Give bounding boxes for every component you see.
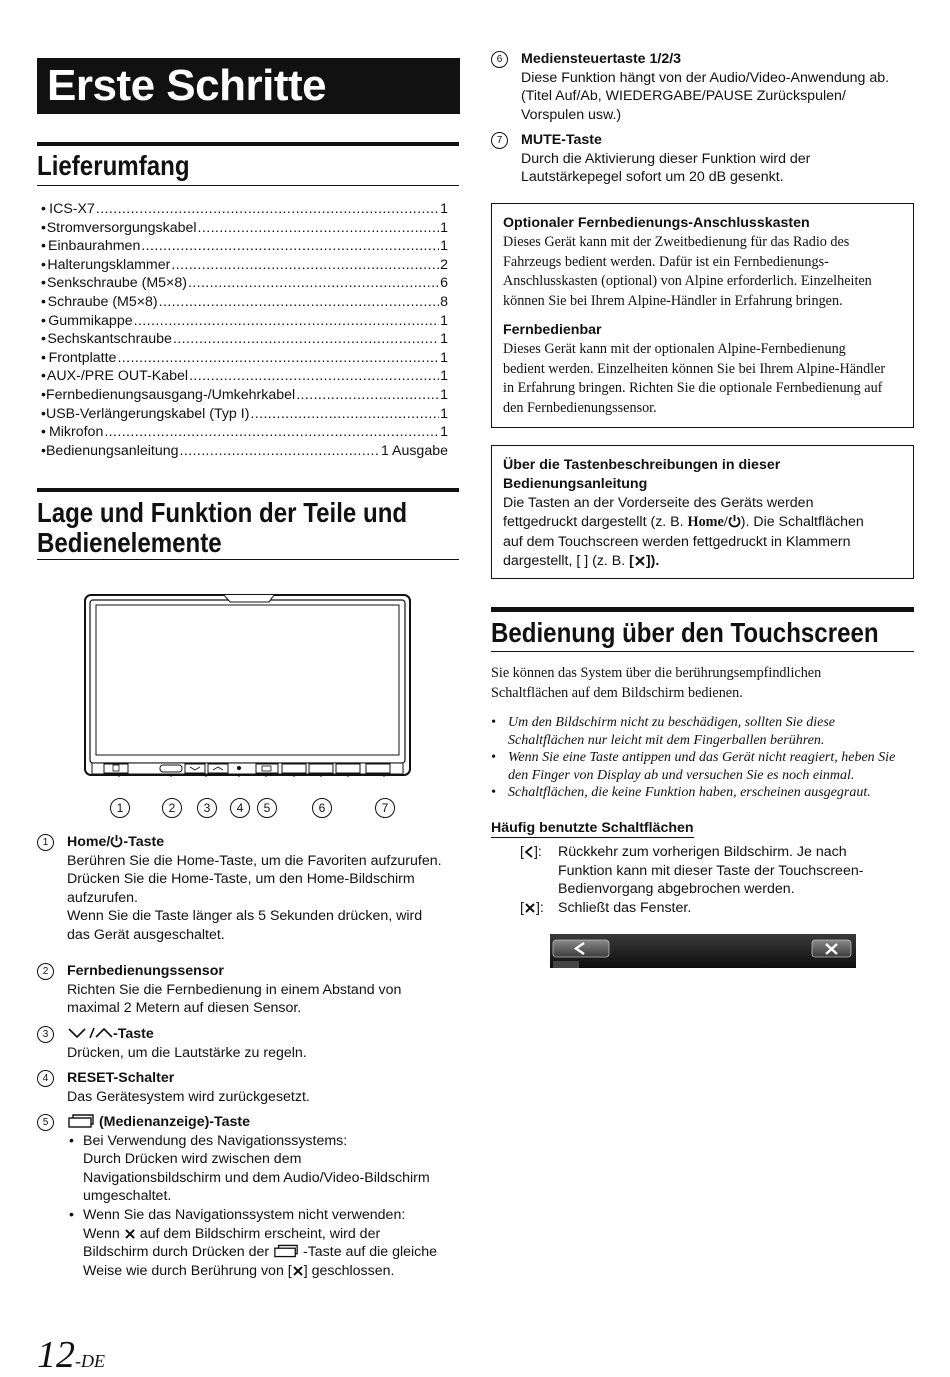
back-line: Bedienvorgang abgebrochen werden. — [558, 881, 795, 898]
item-body — [37, 852, 457, 945]
leader-dots — [296, 386, 439, 405]
back-chevron-icon — [524, 846, 534, 858]
leader-dots — [171, 256, 439, 275]
frequent-buttons-heading: Häufig benutzte Schaltflächen — [491, 820, 694, 836]
part-label: Bedienungsanleitung — [45, 442, 179, 459]
box-heading: Bedienungsanleitung — [503, 476, 648, 492]
part-label: Einbaurahmen — [48, 238, 141, 255]
part-quantity: 1 — [440, 312, 448, 329]
text-part: [ — [629, 552, 634, 569]
bullet: • — [41, 405, 46, 422]
body-line: Diese Funktion hängt von der Audio/Video-Anwendung ab. — [521, 69, 890, 86]
item-number: 3 — [37, 1026, 54, 1043]
parts-list — [40, 200, 448, 460]
screen-bar-illustration — [550, 934, 856, 968]
body-line: Das Gerätesystem wird zurückgesetzt. — [67, 1088, 310, 1105]
device-illustration — [84, 592, 411, 777]
text-part: ]). — [645, 552, 660, 569]
text-part: auf dem Bildschirm erscheint, wird der — [135, 1225, 381, 1242]
page-number-suffix: -DE — [75, 1351, 105, 1371]
item-number: 5 — [37, 1114, 54, 1131]
part-quantity: 1 — [440, 368, 448, 385]
callout-5: 5 — [257, 798, 277, 818]
heading-text: Bedienung über den Touchscreen — [491, 617, 879, 648]
media-display-icon — [273, 1244, 299, 1258]
bullet: • — [41, 275, 46, 292]
box-line: können Sie bei Ihrem Alpine-Händler in Erfahrung bringen. — [503, 292, 843, 309]
box-line: den Fernbedienungssensor. — [503, 399, 657, 416]
note-item: • Wenn Sie eine Taste antippen und das Gerät nicht reagiert, heben Sie den Finger von Display ab und versuchen Sie es noch einmal. — [491, 749, 914, 784]
heading-line-1: Lage und Funktion der Teile und — [37, 497, 408, 528]
part-label: ICS-X7 — [49, 201, 95, 217]
item-home — [37, 833, 457, 945]
touch-intro — [491, 664, 914, 703]
item-media-control — [491, 50, 914, 124]
part-quantity: 2 — [440, 256, 448, 273]
item-number: 7 — [491, 132, 508, 149]
parts-list-item — [40, 237, 448, 256]
parts-list-item — [40, 330, 448, 349]
part-quantity: 1 — [440, 238, 448, 255]
text-part: ] geschlossen. — [303, 1262, 395, 1279]
note-line: Um den Bildschirm nicht zu beschädigen, sollten Sie diese — [508, 715, 835, 730]
body-line: Drücken Sie die Home-Taste, um den Home-Bildschirm — [67, 871, 415, 888]
leader-dots — [104, 423, 439, 442]
text-part: -Taste auf die gleiche — [299, 1244, 438, 1261]
body-line: aufzurufen. — [67, 889, 138, 906]
part-label: Senkschraube (M5×8) — [46, 275, 187, 292]
item-number: 6 — [491, 51, 508, 68]
close-x-icon — [634, 555, 646, 567]
bullet: • — [41, 219, 46, 236]
part-label: Halterungsklammer — [47, 256, 171, 273]
part-quantity: 1 — [440, 331, 448, 348]
note-line: Schaltflächen nur leicht mit dem Fingerballen berühren. — [508, 732, 825, 748]
part-label: Mikrofon — [48, 424, 104, 441]
parts-list-item — [40, 423, 448, 442]
item-body — [37, 981, 457, 1018]
parts-list-item — [40, 367, 448, 386]
parts-list-item — [40, 256, 448, 275]
bullet: • — [41, 424, 46, 441]
callout-6: 6 — [312, 798, 332, 818]
box-paragraph — [503, 340, 902, 418]
box-line: in Erfahrung bringen. Richten Sie die optionale Fernbedienung auf — [503, 380, 883, 396]
part-quantity: 1 — [440, 386, 448, 403]
callout-3: 3 — [197, 798, 217, 818]
bullet: • — [41, 238, 46, 255]
text-part: Wenn — [83, 1225, 124, 1242]
back-button-explanation — [520, 843, 915, 899]
part-quantity: 8 — [440, 293, 448, 310]
body-line: Bei Verwendung des Navigationssystems: — [83, 1132, 348, 1149]
page-number — [37, 1333, 105, 1377]
item-body — [37, 1044, 457, 1063]
box-heading: Optionaler Fernbedienungs-Anschlusskasten — [503, 215, 810, 231]
close-x-icon — [292, 1265, 304, 1277]
body-line: Navigationsbildschirm und dem Audio/Video-Bildschirm — [83, 1169, 430, 1186]
item-body — [491, 69, 914, 125]
item-head: -Taste — [113, 1026, 154, 1042]
info-box-remote — [491, 203, 914, 428]
box-line: Die Tasten an der Vorderseite des Geräts werden — [503, 495, 814, 511]
bullet: • — [41, 312, 46, 329]
item-number: 4 — [37, 1070, 54, 1087]
callout-4: 4 — [230, 798, 250, 818]
part-label: USB-Verlängerungskabel (Typ I) — [45, 405, 250, 422]
box-line: Anschlusskasten (optional) von Alpine erforderlich. Einzelheiten — [503, 273, 872, 289]
body-line: umgeschaltet. — [83, 1188, 172, 1205]
part-label: Stromversorgungskabel — [46, 219, 197, 236]
leader-dots — [117, 349, 439, 368]
part-quantity: 1 — [440, 219, 448, 236]
part-label: Sechskantschraube — [47, 331, 172, 348]
body-line: Wenn Sie die Taste länger als 5 Sekunden drücken, wird — [67, 908, 423, 925]
volume-down-up-icon — [67, 1026, 113, 1040]
parts-list-item — [40, 386, 448, 405]
sub-bullet-1: • Bei Verwendung des Navigationssystems: Durch Drücken wird zwischen dem Navigationsbildschirm und dem Audio/Video-Bildschirm umgeschaltet. — [37, 1132, 457, 1206]
body-line: Wenn Sie das Navigationssystem nicht verwenden: — [83, 1206, 406, 1223]
item-mute — [491, 131, 914, 187]
parts-list-item — [40, 349, 448, 368]
power-icon — [728, 514, 741, 528]
leader-dots — [180, 442, 380, 461]
button-explanations — [520, 843, 915, 917]
leader-dots — [189, 367, 439, 386]
text-part: Weise wie durch Berührung von [ — [83, 1262, 292, 1279]
box-line: Dieses Gerät kann mit der Zweitbedienung für das Radio des — [503, 234, 850, 250]
part-quantity: 1 — [440, 201, 448, 217]
item-number: 1 — [37, 834, 54, 851]
text-part: ). Die Schaltflächen — [740, 514, 864, 530]
info-box-key-descriptions — [491, 445, 914, 579]
box-line: auf dem Touchscreen werden fettgedruckt in Klammern — [503, 533, 851, 550]
item-body — [491, 150, 914, 187]
item-head: Mediensteuertaste 1/2/3 — [521, 51, 682, 67]
bullet: • — [41, 386, 46, 403]
part-quantity: 1 — [440, 405, 448, 422]
text-part: [ — [520, 899, 524, 916]
box-line: Fahrzeugs bedient werden. Dafür ist ein Fernbedienungs- — [503, 253, 829, 270]
box-line: bedient werden. Einzelheiten können Sie bei Ihrem Alpine-Händler — [503, 360, 886, 377]
media-display-icon — [67, 1114, 95, 1128]
part-quantity: 1 — [440, 349, 448, 366]
body-line: Durch Drücken wird zwischen dem — [83, 1151, 302, 1168]
part-label: Frontplatte — [48, 349, 117, 366]
body-line: (Titel Auf/Ab, WIEDERGABE/PAUSE Zurückspulen/ — [521, 88, 846, 105]
leader-dots — [141, 237, 439, 256]
body-line: Durch die Aktivierung dieser Funktion wird der — [521, 150, 811, 167]
note-item: • Um den Bildschirm nicht zu beschädigen, sollten Sie diese Schaltflächen nur leicht mit dem Fingerballen berühren. — [491, 714, 914, 749]
heading-text: Lieferumfang — [37, 150, 190, 181]
item-head: Fernbedienungssensor — [67, 963, 224, 979]
leader-dots — [198, 219, 440, 238]
leader-dots — [96, 200, 439, 219]
bullet: • — [41, 368, 46, 385]
bullet: • — [41, 442, 46, 459]
text-part: ]: — [533, 844, 542, 860]
part-label: Schraube (M5×8) — [47, 293, 158, 310]
section-heading-lieferumfang — [37, 142, 459, 186]
part-label: AUX-/PRE OUT-Kabel — [46, 368, 189, 385]
back-line: Funktion kann mit dieser Taste der Touchscreen- — [558, 862, 864, 879]
box-paragraph — [503, 233, 902, 311]
section-heading-touchscreen — [491, 607, 914, 652]
box-line: Dieses Gerät kann mit der optionalen Alpine-Fernbedienung — [503, 341, 846, 357]
item-head-pre: Home/ — [67, 834, 111, 850]
body-line: Richten Sie die Fernbedienung in einem Abstand von — [67, 981, 402, 998]
text-part: ]: — [535, 899, 544, 916]
parts-list-item — [40, 293, 448, 312]
parts-list-item — [40, 442, 448, 461]
item-head: -Taste — [123, 834, 165, 850]
item-head: (Medienanzeige)-Taste — [95, 1114, 251, 1130]
close-x-icon — [524, 902, 536, 914]
part-quantity: 1 — [440, 424, 448, 441]
section-heading-lage — [37, 488, 459, 560]
parts-list-item — [40, 219, 448, 238]
text-part: fettgedruckt dargestellt (z. B. — [503, 514, 688, 530]
leader-dots — [134, 312, 440, 331]
note-line: Schaltflächen, die keine Funktion haben, erscheinen ausgegraut. — [508, 785, 871, 801]
bullet: • — [41, 256, 46, 273]
note-line: den Finger von Display ab und versuchen Sie es noch einmal. — [508, 767, 855, 783]
leader-dots — [159, 293, 439, 312]
text-part: [ — [520, 844, 524, 860]
item-number: 2 — [37, 963, 54, 980]
body-line: Vorspulen usw.) — [521, 106, 622, 123]
item-head: RESET-Schalter — [67, 1070, 175, 1086]
callout-numbers — [84, 798, 411, 820]
leader-dots — [173, 330, 439, 349]
box-heading: Fernbedienbar — [503, 322, 602, 338]
box-heading: Über die Tastenbeschreibungen in dieser — [503, 457, 781, 473]
callout-1: 1 — [110, 798, 130, 818]
bullet: • — [41, 293, 46, 310]
back-line: Rückkehr zum vorherigen Bildschirm. Je nach — [558, 844, 847, 860]
part-quantity: 6 — [440, 275, 448, 292]
parts-list-item — [40, 274, 448, 293]
home-label: Home/ — [687, 514, 728, 530]
intro-line: Schaltflächen auf dem Bildschirm bedienen. — [491, 684, 743, 701]
item-head: MUTE-Taste — [521, 132, 602, 148]
item-body — [37, 1088, 457, 1107]
heading-line-2: Bedienelemente — [37, 527, 222, 558]
text-part: dargestellt, [ ] (z. B. — [503, 552, 630, 569]
note-line: Wenn Sie eine Taste antippen und das Gerät nicht reagiert, heben Sie — [508, 750, 896, 766]
item-reset — [37, 1069, 457, 1106]
bullet: • — [41, 201, 46, 217]
body-line: maximal 2 Metern auf diesen Sensor. — [67, 1000, 302, 1017]
bullet: • — [41, 331, 46, 348]
close-x-icon — [124, 1228, 136, 1240]
intro-line: Sie können das System über die berührungsempfindlichen — [491, 665, 822, 681]
part-label: Gummikappe — [48, 312, 133, 329]
note-item: • Schaltflächen, die keine Funktion haben, erscheinen ausgegraut. — [491, 784, 914, 802]
leader-dots — [188, 274, 439, 293]
callout-7: 7 — [375, 798, 395, 818]
parts-list-item — [40, 312, 448, 331]
part-quantity: 1 Ausgabe — [380, 442, 448, 459]
page-title: Erste Schritte — [37, 58, 460, 114]
close-button-explanation — [520, 899, 915, 918]
sub-bullet-2: • Wenn Sie das Navigationssystem nicht verwenden: Wenn auf dem Bildschirm erscheint, wird der Bildschirm durch Drücken der -Taste auf die gleiche Weise wie durch Berührung von [ ] geschlossen. — [37, 1206, 457, 1280]
touch-notes — [491, 714, 914, 802]
item-volume — [37, 1025, 457, 1062]
leader-dots — [250, 405, 439, 424]
page-number-value: 12 — [37, 1334, 75, 1376]
bullet: • — [41, 349, 46, 366]
body-line: Berühren Sie die Home-Taste, um die Favoriten aufzurufen. — [67, 852, 442, 869]
text-part: Bildschirm durch Drücken der — [83, 1244, 274, 1261]
callout-2: 2 — [162, 798, 182, 818]
parts-list-item — [40, 405, 448, 424]
close-line: Schließt das Fenster. — [558, 899, 692, 916]
body-line: Lautstärkepegel sofort um 20 dB gesenkt. — [521, 169, 784, 186]
power-icon — [110, 834, 123, 848]
item-sensor — [37, 962, 457, 1018]
item-media — [37, 1113, 457, 1280]
body-line: das Gerät ausgeschaltet. — [67, 926, 225, 943]
parts-list-item — [40, 200, 448, 219]
body-line: Drücken, um die Lautstärke zu regeln. — [67, 1044, 307, 1061]
part-label: Fernbedienungsausgang-/Umkehrkabel — [45, 386, 296, 403]
